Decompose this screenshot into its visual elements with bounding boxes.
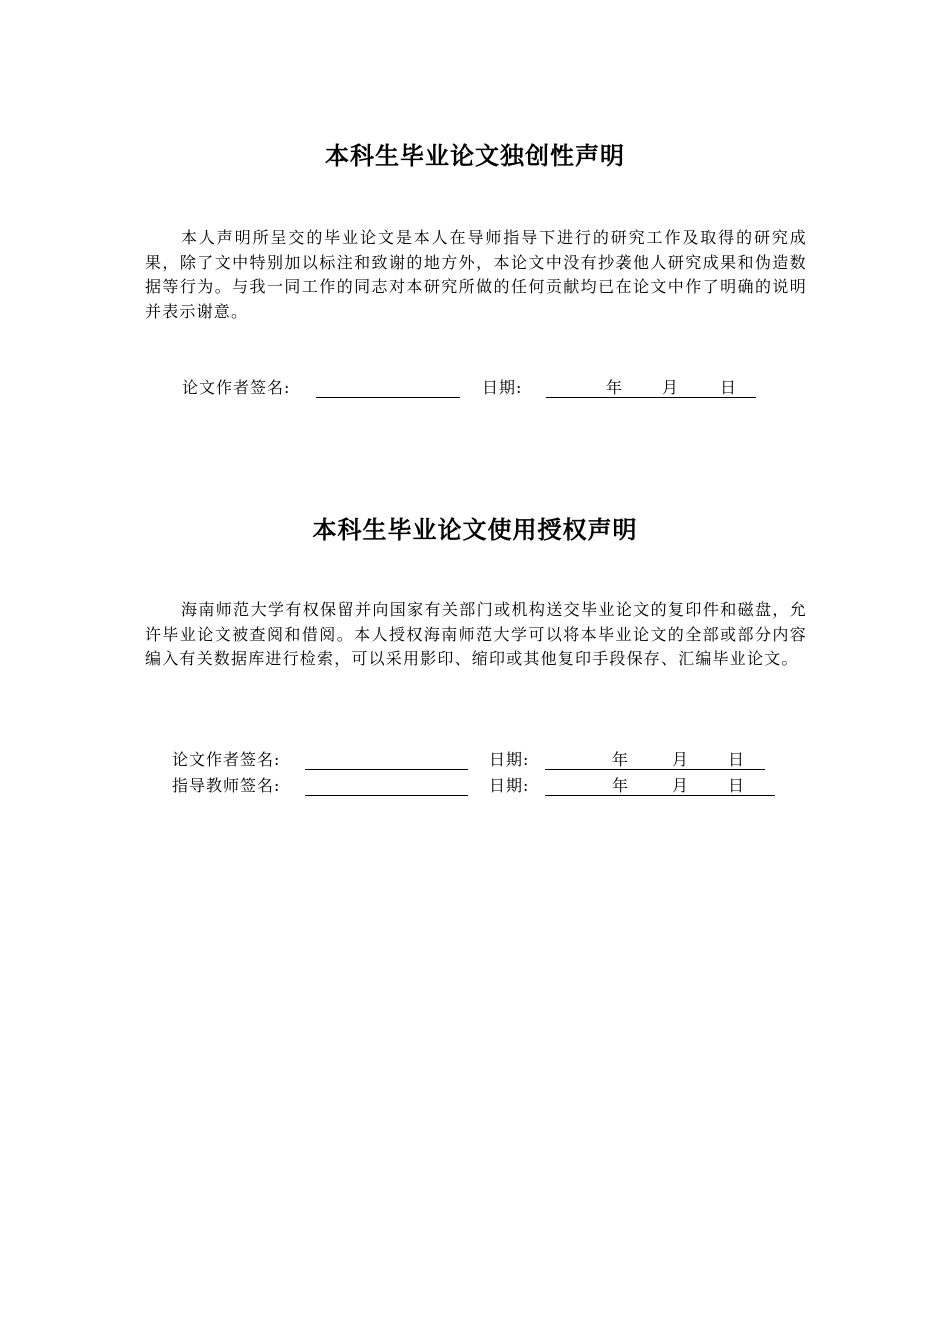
day-label: 日 — [728, 776, 746, 795]
author-signature-label: 论文作者签名: — [182, 378, 291, 397]
authorization-author-row — [172, 749, 792, 771]
originality-title: 本科生毕业论文独创性声明 — [325, 142, 625, 170]
year-label: 年 — [612, 750, 630, 769]
advisor-signature-label: 指导教师签名: — [172, 776, 281, 795]
author-signature-line — [305, 769, 468, 770]
authorization-advisor-row — [172, 775, 792, 797]
advisor-signature-line — [305, 795, 468, 796]
month-label: 月 — [672, 776, 690, 795]
date-label: 日期: — [489, 750, 530, 769]
originality-signature-row — [182, 377, 782, 399]
originality-body: 本人声明所呈交的毕业论文是本人在导师指导下进行的研究工作及取得的研究成果，除了文中特别加以标注和致谢的地方外，本论文中没有抄袭他人研究成果和伪造数据等行为。与我一同工作的同志对本研究所做的任何贡献均已在论文中作了明确的说明并表示谢意。 — [145, 228, 807, 321]
year-label: 年 — [606, 378, 624, 397]
author-signature-label: 论文作者签名: — [172, 750, 281, 769]
author-signature-line — [316, 397, 460, 398]
day-label: 日 — [720, 378, 738, 397]
year-label: 年 — [612, 776, 630, 795]
month-label: 月 — [662, 378, 680, 397]
month-label: 月 — [672, 750, 690, 769]
authorization-title: 本科生毕业论文使用授权声明 — [312, 516, 638, 544]
date-label: 日期: — [482, 378, 523, 397]
authorization-body: 海南师范大学有权保留并向国家有关部门或机构送交毕业论文的复印件和磁盘，允许毕业论文被查阅和借阅。本人授权海南师范大学可以将本毕业论文的全部或部分内容编入有关数据库进行检索，可以采用影印、缩印或其他复印手段保存、汇编毕业论文。 — [145, 600, 807, 668]
day-label: 日 — [728, 750, 746, 769]
date-label: 日期: — [489, 776, 530, 795]
